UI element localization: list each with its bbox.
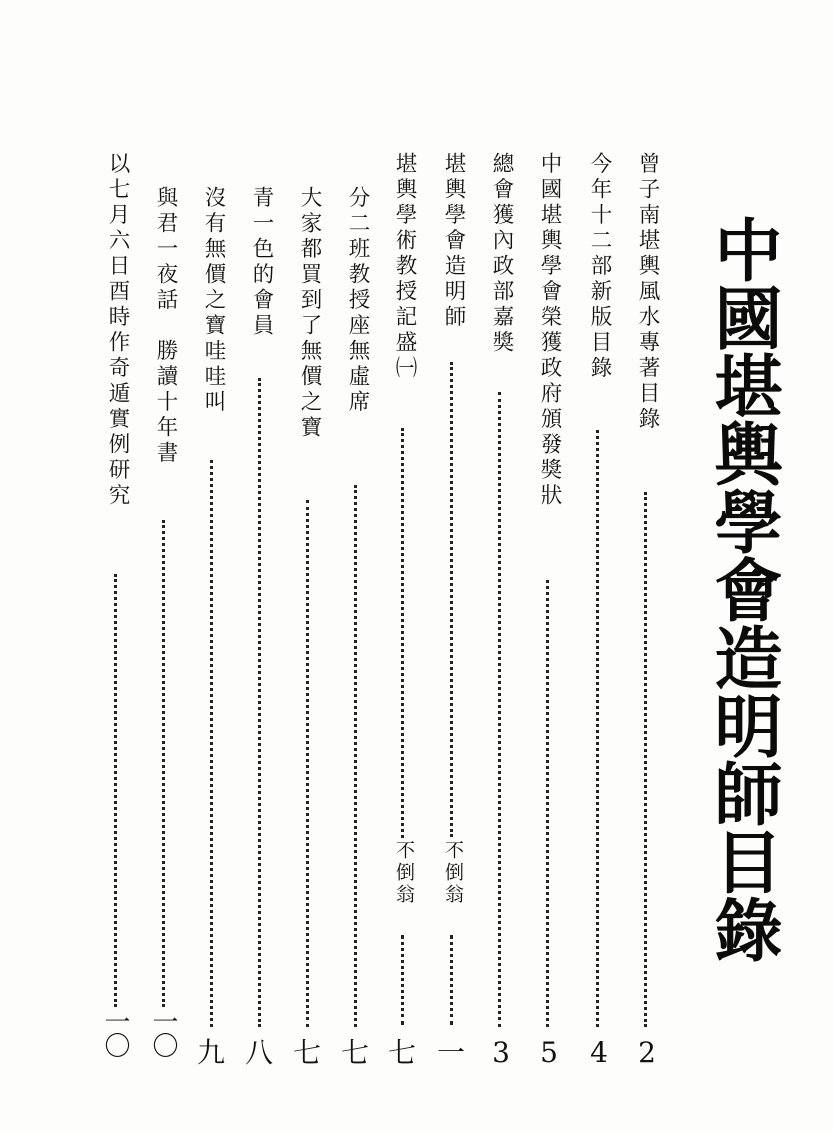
toc-leader-7 (354, 485, 359, 1027)
toc-leader-2 (596, 430, 601, 1027)
toc-leader-10 (210, 460, 215, 1027)
toc-page-5: 一 (436, 1036, 465, 1069)
toc-entry-7: 分二班教授座無虛席 (345, 186, 370, 416)
toc-page-6: 七 (387, 1036, 416, 1069)
toc-entry-12: 以七月六日酉時作奇遁實例研究 (105, 152, 130, 509)
toc-entry-5: 堪輿學會造明師 (441, 152, 466, 331)
toc-author-5: 不倒翁 (442, 840, 464, 906)
toc-page-3: 5 (540, 1036, 558, 1069)
toc-leader-8 (306, 500, 311, 1027)
toc-entry-4: 總會獲內政部嘉獎 (489, 152, 514, 356)
toc-entry-11: 與君一夜話 勝讀十年書 (153, 186, 178, 467)
toc-page-8: 七 (292, 1036, 321, 1069)
toc-page-2: 4 (590, 1036, 608, 1069)
toc-leader-12 (114, 574, 119, 1007)
toc-leader-4 (498, 392, 503, 1027)
toc-entry-9: 青一色的會員 (249, 186, 274, 339)
toc-leader-1 (644, 492, 649, 1027)
toc-leader-5b (450, 935, 455, 1025)
toc-page-9: 八 (244, 1036, 273, 1069)
toc-leader-5 (450, 362, 455, 837)
toc-leader-6 (401, 428, 406, 838)
toc-leader-6b (401, 935, 406, 1025)
toc-entry-6: 堪輿學術教授記盛㈠ (392, 152, 417, 382)
toc-page-1: 2 (638, 1036, 656, 1069)
toc-leader-11 (162, 520, 167, 1007)
toc-entry-3: 中國堪輿學會榮獲政府頒發獎狀 (537, 152, 562, 509)
toc-page-11: 一〇 (148, 1008, 178, 1056)
toc-page-12: 一〇 (100, 1008, 130, 1056)
toc-author-6: 不倒翁 (393, 840, 415, 906)
toc-entry-1: 曾子南堪輿風水專著目錄 (635, 152, 660, 433)
toc-page-10: 九 (196, 1036, 225, 1069)
toc-leader-3 (546, 580, 551, 1027)
toc-entry-8: 大家都買到了無價之寶 (297, 186, 322, 441)
toc-entry-10: 沒有無價之寶哇哇叫 (201, 186, 226, 416)
toc-page-4: 3 (492, 1036, 510, 1069)
toc-page-7: 七 (340, 1036, 369, 1069)
toc-entry-2: 今年十二部新版目錄 (587, 152, 612, 382)
toc-leader-9 (258, 378, 263, 1027)
page-title: 中國堪輿學會造明師目錄 (703, 215, 782, 963)
